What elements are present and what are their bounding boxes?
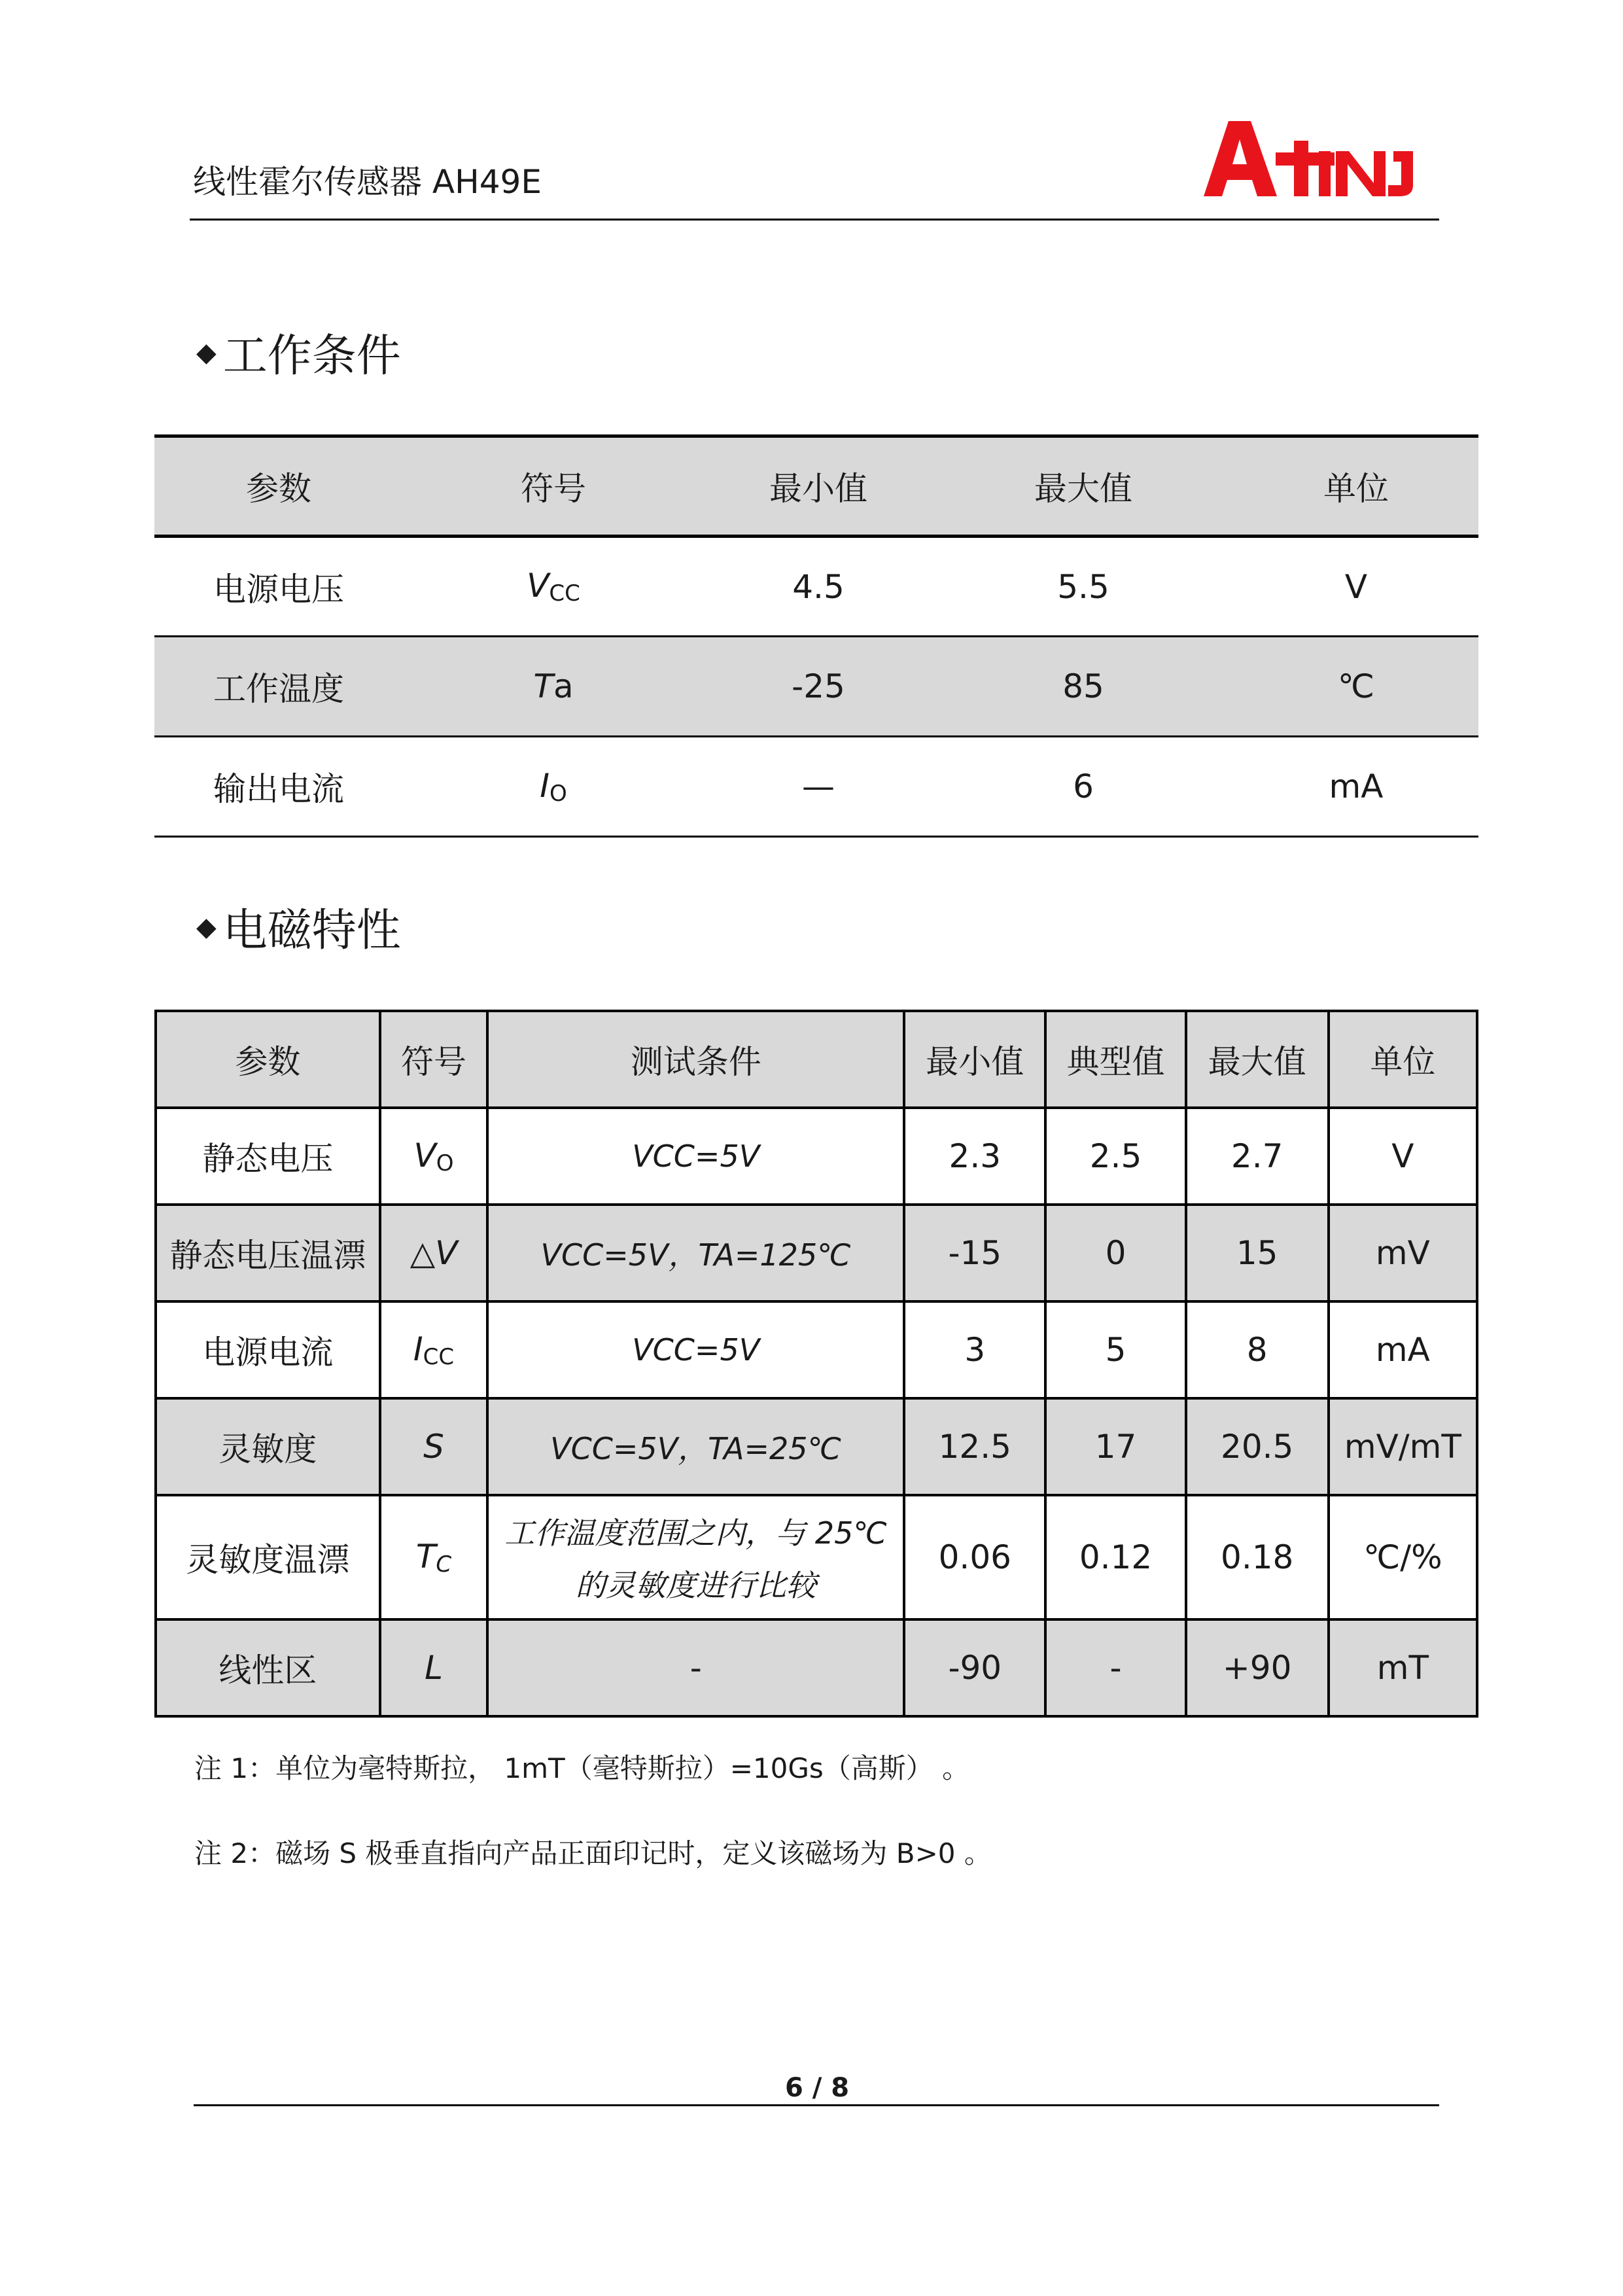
param-cell: 输出电流 [154,737,403,837]
max-cell: +90 [1186,1619,1329,1716]
header-cell: 单位 [1329,1011,1477,1108]
param-cell: 线性区 [156,1619,380,1716]
condition-line: 的灵敏度进行比较 [575,1568,816,1603]
section-title-electromagnetic [196,895,401,959]
max-cell: 15 [1186,1205,1329,1301]
note-1: 注 1：单位为毫特斯拉， 1mT（毫特斯拉）=10Gs（高斯） 。 [194,1752,970,1784]
header-divider [190,219,1439,221]
typ-cell: 0 [1045,1205,1185,1301]
condition-cell: VCC=5V，TA=125℃ [487,1205,904,1301]
header-cell: 参数 [154,436,403,537]
unit-cell: mV/mT [1329,1398,1477,1495]
min-cell: — [704,737,933,837]
condition-cell [487,1495,904,1619]
min-cell: -25 [704,637,933,737]
symbol-cell: △V [380,1205,487,1301]
typ-cell: - [1045,1619,1185,1716]
table-row [156,1495,1477,1619]
param-cell: 电源电流 [156,1301,380,1398]
unit-cell: V [1234,537,1478,637]
max-cell: 8 [1186,1301,1329,1398]
electromagnetic-characteristics-table [154,1010,1478,1718]
header-cell: 最大值 [933,436,1234,537]
condition-cell: - [487,1619,904,1716]
typ-cell: 2.5 [1045,1108,1185,1205]
condition-cell: VCC=5V，TA=25℃ [487,1398,904,1495]
table-row [156,1619,1477,1716]
typ-cell: 0.12 [1045,1495,1185,1619]
typ-cell: 5 [1045,1301,1185,1398]
min-cell: 2.3 [904,1108,1045,1205]
symbol-cell: VCC [403,537,704,637]
symbol-cell: Ta [403,637,704,737]
unit-cell: mV [1329,1205,1477,1301]
typ-cell: 17 [1045,1398,1185,1495]
symbol-cell: IO [403,737,704,837]
unit-cell: mT [1329,1619,1477,1716]
footer-divider [194,2104,1439,2106]
symbol-cell: L [380,1619,487,1716]
header-cell: 单位 [1234,436,1478,537]
table-header-row [154,436,1478,537]
max-cell: 2.7 [1186,1108,1329,1205]
condition-cell: VCC=5V [487,1301,904,1398]
header-cell: 典型值 [1045,1011,1185,1108]
header-cell: 最小值 [904,1011,1045,1108]
header-cell: 符号 [380,1011,487,1108]
max-cell: 5.5 [933,537,1234,637]
max-cell: 0.18 [1186,1495,1329,1619]
symbol-cell: S [380,1398,487,1495]
document-title: 线性霍尔传感器 AH49E [193,163,542,201]
condition-cell: VCC=5V [487,1108,904,1205]
min-cell: 3 [904,1301,1045,1398]
header-cell: 最小值 [704,436,933,537]
param-cell: 灵敏度 [156,1398,380,1495]
table-row [156,1205,1477,1301]
table-row [154,637,1478,737]
param-cell: 静态电压 [156,1108,380,1205]
param-cell: 工作温度 [154,637,403,737]
header-cell: 最大值 [1186,1011,1329,1108]
table-header-row [156,1011,1477,1108]
table-row [156,1301,1477,1398]
section-heading: 电磁特性 [222,905,401,957]
param-cell: 电源电压 [154,537,403,637]
param-cell: 灵敏度温漂 [156,1495,380,1619]
symbol-cell: VO [380,1108,487,1205]
condition-line: 工作温度范围之内，与 25℃ [504,1515,888,1551]
param-cell: 静态电压温漂 [156,1205,380,1301]
table-row [154,737,1478,837]
min-cell: 4.5 [704,537,933,637]
min-cell: 0.06 [904,1495,1045,1619]
symbol-cell: TC [380,1495,487,1619]
header-cell: 参数 [156,1011,380,1108]
diamond-bullet-icon: ◆ [196,337,217,368]
unit-cell: V [1329,1108,1477,1205]
operating-conditions-table [154,434,1478,838]
table-row [154,537,1478,637]
section-heading: 工作条件 [222,330,401,382]
unit-cell: mA [1329,1301,1477,1398]
header-cell: 符号 [403,436,704,537]
max-cell: 20.5 [1186,1398,1329,1495]
section-title-operating [196,321,401,384]
unit-cell: ℃/% [1329,1495,1477,1619]
max-cell: 85 [933,637,1234,737]
min-cell: -15 [904,1205,1045,1301]
unit-cell: mA [1234,737,1478,837]
min-cell: -90 [904,1619,1045,1716]
diamond-bullet-icon: ◆ [196,911,217,942]
table-row [156,1108,1477,1205]
unit-cell: ℃ [1234,637,1478,737]
table-row [156,1398,1477,1495]
min-cell: 12.5 [904,1398,1045,1495]
max-cell: 6 [933,737,1234,837]
header-cell: 测试条件 [487,1011,904,1108]
note-2: 注 2：磁场 S 极垂直指向产品正面印记时，定义该磁场为 B>0 。 [194,1837,992,1869]
symbol-cell: ICC [380,1301,487,1398]
company-logo [1197,115,1439,200]
page-number: 6 / 8 [785,2073,850,2103]
